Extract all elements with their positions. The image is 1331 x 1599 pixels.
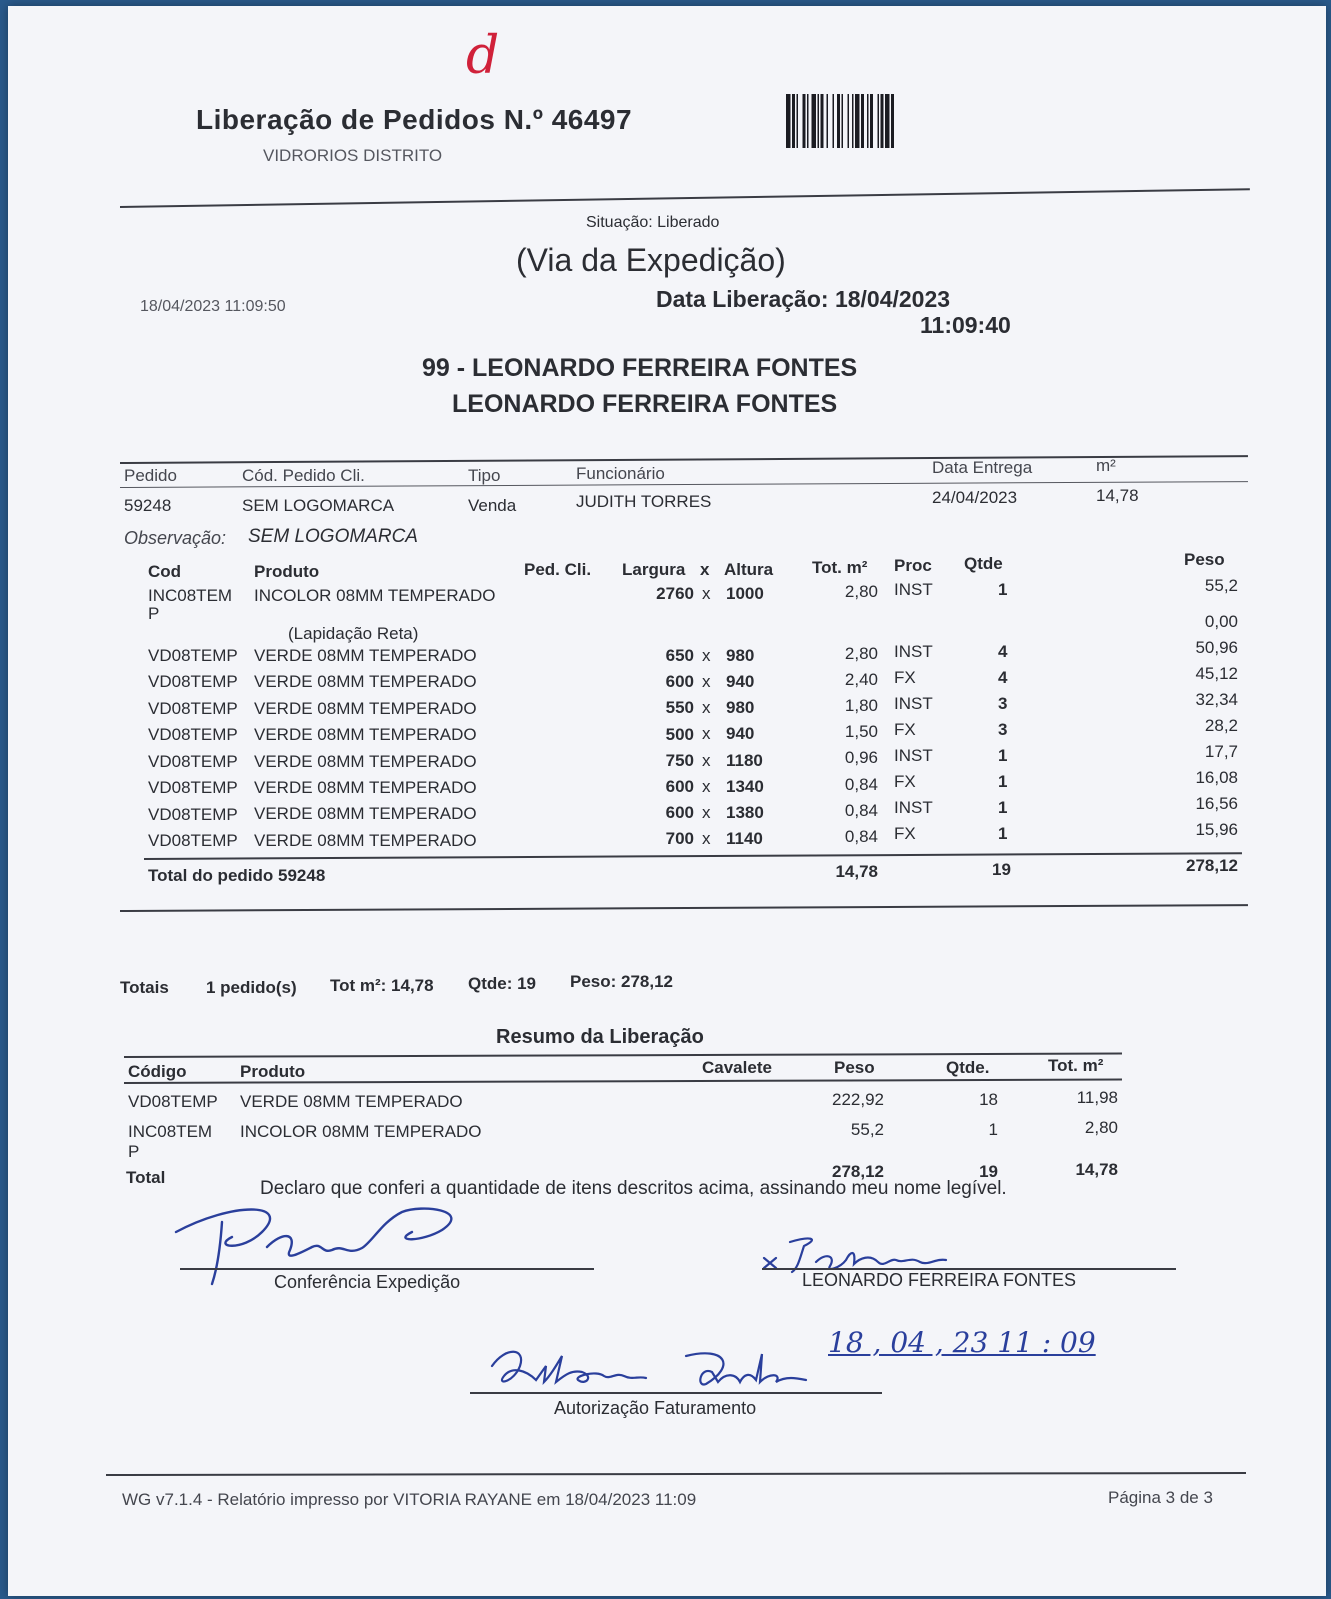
item-peso: 45,12 bbox=[1195, 663, 1238, 683]
item-peso: 16,08 bbox=[1195, 767, 1238, 787]
item-1-tot-m2: 2,80 bbox=[844, 582, 878, 601]
item-1-largura: 2760 bbox=[656, 584, 694, 603]
funcionario-value: JUDITH TORRES bbox=[576, 492, 712, 511]
item-1-produto: INCOLOR 08MM TEMPERADO bbox=[254, 586, 496, 605]
item-produto: VERDE 08MM TEMPERADO bbox=[254, 672, 477, 692]
item-x: x bbox=[702, 776, 711, 796]
items-total-qtde: 19 bbox=[992, 860, 1011, 879]
col-funcionario-label: Funcionário bbox=[576, 464, 665, 483]
item-produto: VERDE 08MM TEMPERADO bbox=[254, 698, 477, 718]
items-col-peso: Peso bbox=[1184, 550, 1225, 569]
item-peso: 15,96 bbox=[1195, 819, 1238, 839]
item-1-peso: 55,2 bbox=[1204, 576, 1238, 595]
item-cod: VD08TEMP bbox=[148, 698, 238, 718]
item-altura: 1140 bbox=[726, 828, 763, 848]
item-1-sub-produto: (Lapidação Reta) bbox=[288, 624, 419, 643]
totais-label: Totais bbox=[120, 978, 169, 997]
item-altura: 1340 bbox=[726, 776, 764, 796]
items-col-largura: Largura bbox=[622, 560, 686, 579]
item-altura: 1380 bbox=[726, 802, 764, 822]
observacao-value: SEM LOGOMARCA bbox=[248, 526, 418, 547]
item-proc: FX bbox=[894, 772, 916, 792]
pedido-value: 59248 bbox=[124, 496, 172, 515]
item-qtde: 1 bbox=[998, 798, 1008, 818]
item-largura: 600 bbox=[665, 777, 694, 796]
item-proc: INST bbox=[894, 746, 933, 766]
resumo-row2-qtde: 1 bbox=[988, 1120, 998, 1139]
item-qtde: 4 bbox=[998, 642, 1008, 661]
item-qtde: 1 bbox=[998, 824, 1008, 844]
item-altura: 980 bbox=[726, 646, 755, 665]
item-produto: VERDE 08MM TEMPERADO bbox=[254, 725, 477, 745]
item-x: x bbox=[702, 698, 711, 718]
item-tot-m2: 2,80 bbox=[844, 644, 878, 663]
items-col-qtde: Qtde bbox=[964, 554, 1003, 573]
item-proc: FX bbox=[894, 824, 916, 844]
item-altura: 1180 bbox=[726, 750, 763, 770]
item-peso: 50,96 bbox=[1195, 638, 1238, 657]
items-total-tot-m2: 14,78 bbox=[835, 862, 878, 881]
resumo-col-peso: Peso bbox=[834, 1058, 875, 1077]
items-col-proc: Proc bbox=[894, 556, 932, 575]
totais-qtde: Qtde: 19 bbox=[468, 974, 537, 993]
items-col-tot-m2: Tot. m² bbox=[812, 558, 868, 577]
conferencia-sign-line bbox=[180, 1268, 594, 1270]
item-1-cod-line2: P bbox=[148, 604, 160, 623]
item-peso: 17,7 bbox=[1204, 741, 1238, 761]
col-tipo-label: Tipo bbox=[468, 466, 501, 485]
item-produto: VERDE 08MM TEMPERADO bbox=[254, 646, 477, 665]
situacao-label: Situação: Liberado bbox=[586, 214, 720, 231]
resumo-total-label: Total bbox=[126, 1168, 166, 1187]
document-page bbox=[8, 6, 1326, 1596]
item-largura: 650 bbox=[665, 646, 694, 665]
resumo-total-qtde: 19 bbox=[979, 1162, 998, 1181]
col-m2-label: m² bbox=[1096, 456, 1116, 475]
item-tot-m2: 1,50 bbox=[844, 722, 878, 742]
item-x: x bbox=[702, 724, 711, 744]
items-col-cod: Cod bbox=[148, 562, 182, 581]
resumo-row2-codigo-line2: P bbox=[128, 1142, 140, 1161]
item-x: x bbox=[702, 672, 711, 692]
item-tot-m2: 0,84 bbox=[844, 774, 878, 794]
conferencia-label: Conferência Expedição bbox=[274, 1272, 461, 1292]
item-proc: FX bbox=[894, 720, 916, 740]
item-cod: VD08TEMP bbox=[148, 646, 238, 665]
resumo-col-tot-m2: Tot. m² bbox=[1048, 1056, 1104, 1075]
item-cod: VD08TEMP bbox=[148, 751, 238, 771]
item-1-qtde: 1 bbox=[998, 580, 1008, 599]
item-1-x: x bbox=[702, 584, 711, 603]
totais-tot-m2: Tot m²: 14,78 bbox=[330, 976, 434, 995]
data-liberacao-label: Data Liberação: 18/04/2023 bbox=[656, 286, 951, 312]
printed-timestamp: 18/04/2023 11:09:50 bbox=[140, 298, 286, 315]
item-produto: VERDE 08MM TEMPERADO bbox=[254, 751, 477, 771]
item-qtde: 4 bbox=[998, 668, 1008, 687]
items-col-altura: Altura bbox=[724, 560, 774, 579]
col-pedido-label: Pedido bbox=[124, 466, 177, 485]
resumo-total-peso: 278,12 bbox=[832, 1162, 884, 1181]
order-header-top-line bbox=[120, 455, 1248, 464]
resumo-col-produto: Produto bbox=[240, 1062, 306, 1081]
item-produto: VERDE 08MM TEMPERADO bbox=[254, 804, 477, 824]
item-x: x bbox=[702, 750, 711, 770]
item-1-sub-peso: 0,00 bbox=[1204, 612, 1238, 631]
item-x: x bbox=[702, 646, 711, 665]
item-tot-m2: 0,84 bbox=[844, 826, 878, 846]
m2-value: 14,78 bbox=[1096, 486, 1139, 505]
item-x: x bbox=[702, 802, 711, 822]
barcode bbox=[786, 94, 984, 148]
items-total-line bbox=[144, 852, 1242, 860]
item-qtde: 1 bbox=[998, 746, 1008, 766]
item-largura: 600 bbox=[665, 803, 694, 823]
declaration-text: Declaro que conferi a quantidade de itens descritos acima, assinando meu nome legível. bbox=[260, 1178, 1007, 1199]
item-peso: 16,56 bbox=[1195, 793, 1238, 813]
item-proc: INST bbox=[894, 798, 933, 818]
items-bottom-line bbox=[120, 904, 1248, 912]
item-altura: 940 bbox=[726, 672, 755, 692]
client-sign-label: LEONARDO FERREIRA FONTES bbox=[802, 1270, 1077, 1290]
item-tot-m2: 2,40 bbox=[844, 670, 878, 690]
item-cod: VD08TEMP bbox=[148, 778, 238, 798]
resumo-total-tot-m2: 14,78 bbox=[1075, 1160, 1118, 1179]
items-col-produto: Produto bbox=[254, 562, 320, 581]
resumo-title: Resumo da Liberação bbox=[496, 1026, 704, 1048]
data-entrega-value: 24/04/2023 bbox=[932, 488, 1018, 507]
item-largura: 500 bbox=[665, 724, 694, 744]
document-title: Liberação de Pedidos N.º 46497 bbox=[196, 104, 633, 135]
autorizacao-label: Autorização Faturamento bbox=[554, 1398, 757, 1418]
resumo-row1-tot-m2: 11,98 bbox=[1076, 1088, 1118, 1107]
cod-pedido-cli-value: SEM LOGOMARCA bbox=[242, 496, 395, 515]
client-name-line1: 99 - LEONARDO FERREIRA FONTES bbox=[422, 354, 858, 382]
autorizacao-sign-line bbox=[470, 1392, 882, 1394]
item-1-cod-line1: INC08TEM bbox=[148, 586, 233, 605]
item-largura: 750 bbox=[665, 750, 694, 770]
via-label: (Via da Expedição) bbox=[516, 242, 786, 278]
tipo-value: Venda bbox=[468, 496, 517, 515]
resumo-row2-peso: 55,2 bbox=[850, 1120, 884, 1139]
handwritten-mark: d bbox=[466, 26, 500, 86]
item-proc: INST bbox=[894, 642, 933, 661]
handwritten-date: 18 , 04 , 23 11 : 09 bbox=[828, 1326, 1096, 1359]
item-1-proc: INST bbox=[894, 580, 933, 599]
item-cod: VD08TEMP bbox=[148, 804, 238, 824]
item-proc: FX bbox=[894, 668, 916, 688]
items-col-ped-cli: Ped. Cli. bbox=[524, 560, 592, 579]
item-peso: 28,2 bbox=[1204, 715, 1238, 735]
items-col-x: x bbox=[700, 560, 710, 579]
item-qtde: 3 bbox=[998, 694, 1008, 713]
item-tot-m2: 1,80 bbox=[844, 696, 878, 716]
client-name-line2: LEONARDO FERREIRA FONTES bbox=[452, 390, 838, 418]
resumo-row2-produto: INCOLOR 08MM TEMPERADO bbox=[240, 1122, 482, 1141]
item-qtde: 3 bbox=[998, 720, 1008, 739]
resumo-row1-qtde: 18 bbox=[979, 1090, 998, 1109]
footer-right: Página 3 de 3 bbox=[1108, 1488, 1213, 1507]
item-cod: VD08TEMP bbox=[148, 725, 238, 745]
item-proc: INST bbox=[894, 694, 933, 714]
resumo-col-cavalete: Cavalete bbox=[702, 1058, 772, 1077]
item-tot-m2: 0,84 bbox=[844, 800, 878, 820]
header-divider bbox=[120, 188, 1250, 208]
company-name: VIDRORIOS DISTRITO bbox=[263, 146, 443, 165]
resumo-col-qtde: Qtde. bbox=[946, 1058, 990, 1077]
item-qtde: 1 bbox=[998, 772, 1008, 792]
col-data-entrega-label: Data Entrega bbox=[932, 458, 1033, 477]
items-total-label: Total do pedido 59248 bbox=[148, 866, 326, 885]
footer-left: WG v7.1.4 - Relatório impresso por VITORIA RAYANE em 18/04/2023 11:09 bbox=[122, 1490, 697, 1509]
item-cod: VD08TEMP bbox=[148, 831, 238, 850]
item-1-altura: 1000 bbox=[726, 584, 764, 603]
resumo-col-codigo: Código bbox=[128, 1062, 187, 1081]
resumo-row1-codigo: VD08TEMP bbox=[128, 1092, 218, 1111]
totais-peso: Peso: 278,12 bbox=[570, 972, 674, 991]
item-largura: 550 bbox=[665, 698, 694, 718]
col-cod-pedido-cli-label: Cód. Pedido Cli. bbox=[242, 466, 365, 485]
item-peso: 32,34 bbox=[1195, 689, 1238, 709]
item-tot-m2: 0,96 bbox=[844, 748, 878, 768]
items-total-peso: 278,12 bbox=[1186, 856, 1238, 875]
data-liberacao-time: 11:09:40 bbox=[920, 312, 1011, 338]
item-x: x bbox=[702, 829, 711, 849]
item-largura: 700 bbox=[665, 829, 694, 849]
observacao-label: Observação: bbox=[124, 528, 227, 548]
totais-pedidos: 1 pedido(s) bbox=[206, 978, 297, 997]
resumo-row2-codigo-line1: INC08TEM bbox=[128, 1122, 213, 1141]
item-altura: 940 bbox=[726, 724, 755, 744]
signature-autorizacao bbox=[486, 1336, 826, 1406]
footer-line bbox=[106, 1472, 1246, 1476]
resumo-row2-tot-m2: 2,80 bbox=[1084, 1118, 1118, 1137]
resumo-row1-produto: VERDE 08MM TEMPERADO bbox=[240, 1092, 463, 1111]
item-cod: VD08TEMP bbox=[148, 672, 238, 692]
item-produto: VERDE 08MM TEMPERADO bbox=[254, 777, 477, 797]
item-altura: 980 bbox=[726, 698, 755, 718]
resumo-row1-peso: 222,92 bbox=[832, 1090, 884, 1109]
item-largura: 600 bbox=[665, 672, 694, 692]
item-produto: VERDE 08MM TEMPERADO bbox=[254, 830, 477, 850]
